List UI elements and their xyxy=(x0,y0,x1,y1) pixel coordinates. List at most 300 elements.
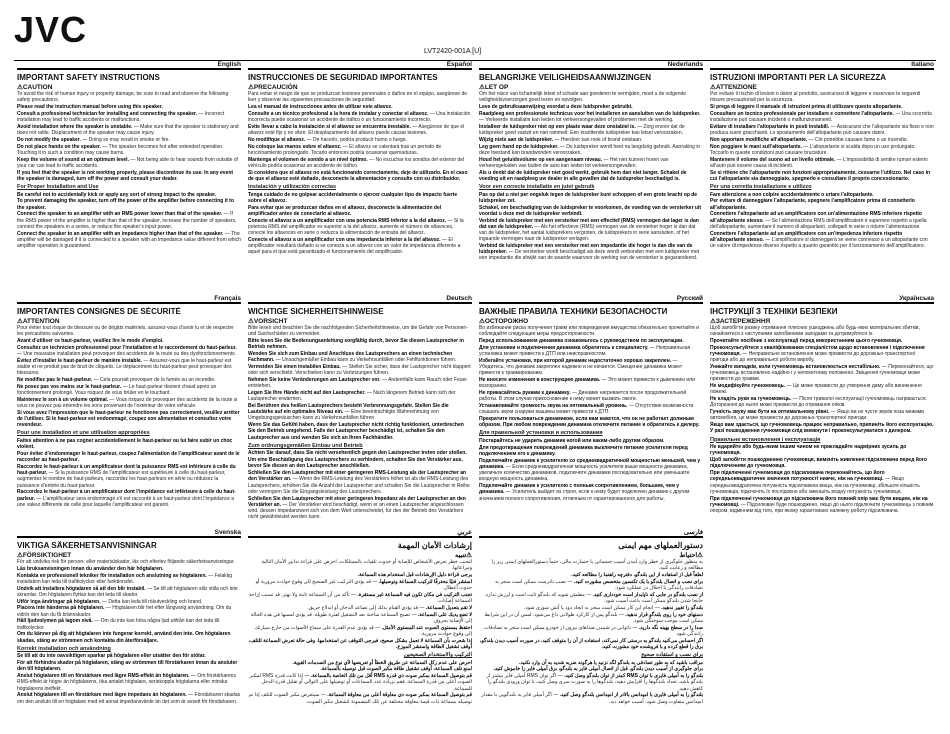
intro-text: Bitte lesen und beachten Sie die nachfolgenden Sicherheitshinweise, um die Gefahr von Personen- und Sachschäden zu vermeiden. xyxy=(248,325,468,338)
precaution-lead: Не вносите изменения в конструкцию динамика. xyxy=(479,377,601,383)
document-code: LVT2420-001A [U] xyxy=(424,48,482,55)
precaution-lead: При підключенні гучномовця до підсилювача його повний опір має бути вищим, ніж на гучномовці. xyxy=(710,495,928,508)
installation-item: Raccordez le haut-parleur à un amplificateur dont l’impédance est inférieure à celle du haut-parleur. — L’amplificateur sera endommagé s’il est raccordé à un haut-parleur dont l’impédance a une valeur différente de celle pour laquelle l’amplificateur est garanti. xyxy=(17,489,236,508)
precaution-lead: Raccordez le haut-parleur à un amplificateur dont la puissance RMS est inférieure à celle du haut-parleur. xyxy=(17,463,236,477)
precaution-lead: بلندگو را به آمپلی فایری با امپدانس بالاتر از امپدانس بلندگو وصل کنید. xyxy=(559,692,703,699)
precaution-lead: برای نصب و اتصال بلندگو با یک تکنسین متخصص مشورت کنید. xyxy=(573,578,703,585)
precaution-item xyxy=(248,422,472,441)
caution-heading: ⚠احتیاط xyxy=(679,552,703,559)
precaution-lead: Schließen Sie den Lautsprecher mit einer geringeren Impedanz als der Lautsprecher an den Verstärker an. xyxy=(248,495,466,508)
precaution-lead: احرص على عدم ركل السماعة عن طريق الخطأ أو تعريضها لأي نوع من الصدمات القوية. xyxy=(292,659,472,666)
precaution-lead: Не вдаряйте або будь-яким іншим чином не прикладайте надмірних зусиль до гучномовця. xyxy=(710,444,907,457)
subsection-title: برای نصب و استفاده صحیح xyxy=(641,652,703,658)
precaution-lead: Kontakta en professionell tekniker för installation och anslutning av högtalaren. xyxy=(17,572,207,579)
precaution-item xyxy=(17,104,241,110)
precaution-item: Non poggiare le mani sull’altoparlante. — L’altoparlante si scalda dopo un uso prolungato. Toccarlo in queste condizioni può causare bruciature. xyxy=(710,143,916,156)
installation-item: При підключенні гучномовця до підсилювача переконайтесь, що його середньоквадратичне значення потужності нижче, ніж на гучномовці. — Якщо середньоквадратична потужність підсилювача вища, ніж на гучномовці, збільште кількість гучномовців, підключіть їх послідовно або зменшіть вхідну потужність гучномовця. xyxy=(710,470,920,495)
precaution-lead: Non apportare modifiche all’altoparlante. xyxy=(710,136,808,143)
precaution-lead: Уникайте випадків, коли гучномовець встановлюється нестабільно. xyxy=(710,364,881,370)
language-label: Español xyxy=(248,61,472,70)
installation-item xyxy=(479,660,703,666)
precaution-item xyxy=(17,338,241,344)
section-body xyxy=(479,559,703,705)
column-3 xyxy=(476,61,706,727)
installation-item xyxy=(479,445,703,457)
language-label: Français xyxy=(17,295,241,304)
column-1 xyxy=(14,61,244,727)
section-body xyxy=(248,325,472,520)
precaution-lead: För att förhindra skador på högtalaren, stäng av strömmen till förstärkaren innan du ansluter den till högtalaren. xyxy=(17,660,238,673)
precaution-item: No coloque las manos sobre el altavoz. — El altavoz se calentará tras un periodo de funcionamiento prolongado. Tocarlo entonces podría ocasionar quemaduras. xyxy=(248,143,442,156)
precaution-lead: Be careful not to accidentally kick or apply any sort of strong impact to the speaker. xyxy=(17,191,217,198)
precaution-lead: Schakel, om beschadiging van de luidspreker te voorkomen, de voeding van de versterker uit voordat u deze met de luidspreker verbindt. xyxy=(479,204,702,217)
precaution-lead: Nehmen Sie keine Veränderungen am Lautsprecher vor. xyxy=(248,377,381,383)
precaution-item: Maintenez le son à un volume optimal. — Vous risquez de provoquer des accidents de la route si vous ne pouvez pas entendre les sons provenant de l’extérieur de votre véhicule. xyxy=(17,396,238,409)
section-title: إرشادات الأمان المهمة xyxy=(397,541,472,550)
precaution-item: احتفظ بمستوى الصوت عند المستوى الأمثل. — قد يؤدي عدم القدرة على سماع الأصوات من خارج سيارتك إلى وقوع حوادث مرورية. xyxy=(254,624,472,637)
precaution-lead: Якщо вам здається, що гучномовець працює неправильно, припиніть його експлуатацію. У разі пошкодження гучномовця слід вимкнути і проконсультуватися з дилером. xyxy=(710,422,934,435)
section-title: دستورالعملهای مهم ایمنی xyxy=(618,541,703,550)
precaution-lead: Läs bruksanvisningen innan du använder den här högtalaren. xyxy=(17,565,164,572)
precaution-lead: دستهای خود را روی بلندگو قرار ندهید. xyxy=(625,611,703,618)
precaution-item: دستهای خود را روی بلندگو قرار ندهید. — بلندگو پس از کارکرد طولانی داغ می‌شود. لمس آن در این شرایط ممکن است موجب سوختگی شود. xyxy=(484,611,703,624)
installation-item: Conecte el altavoz a un amplificador con una potencia RMS inferior a la del altavoz. — Si la potencia RMS del amplificador es superior a la del altavoz, aumente el número de altavoces, conecte los altavoces en serie o reduzca la alimentación de entrada del altavoz. xyxy=(248,217,464,236)
precaution-item: Evite llevar a cabo la instalación si el altavoz se encuentra inestable. — Asegúrese de que el altavoz esté fijo y no vibre. El desplazamiento del altavoz puede causar lesiones. xyxy=(248,123,465,136)
precaution-lead: Um eine Beschädigung des Lautsprechers zu verhindern, schalten Sie den Verstärker aus, bevor Sie diesen an den Lautsprecher anschließen. xyxy=(248,457,463,470)
precaution-item: Legen Sie Ihre Hände nicht auf den Lautsprecher. — Nach längerem Betrieb kann sich der Lautsprecher erwärmen. xyxy=(248,390,456,403)
intro-text: Во избежание риска получения травм или повреждения имущества обязательно прочитайте и соблюдайте следующие меры предосторожности. xyxy=(479,325,700,338)
precaution-lead: قم بتوصيل السماعة بمكبر صوت ذي معاوقة أعلى من معاوقة السماعة. xyxy=(327,692,472,699)
section-title: IMPORTANTES CONSIGNES DE SÉCURITÉ xyxy=(17,307,181,316)
subsection-title: Korrekt installation och användning xyxy=(17,645,111,652)
precaution-item xyxy=(710,338,934,344)
precaution-item: Consulte a un técnico profesional a la hora de instalar y conectar el altavoz. — Una instalación incorrecta puede ocasionar un accidente de tráfico o un funcionamiento incorrecto. xyxy=(248,110,471,123)
precaution-lead: Si considera que el altavoz no está funcionando correctamente, deje de utilizarlo. En el caso de que el altavoz esté dañado, desconecte la alimentación y consulte con su distribuidor. xyxy=(248,169,468,182)
precaution-item: Raadpleeg een professionele technicus voor het installeren en aansluiten van de luidspreker. — Verkeerde installatie kan leiden tot verkeersongevallen of problemen met de werking. xyxy=(479,110,701,123)
precaution-item: Keep the volume of sound at an optimum level. — Not being able to hear sounds from outside of your car can lead to traffic accidents. xyxy=(17,156,238,169)
installation-item xyxy=(710,198,934,210)
precaution-item: Mantenere il volume del suono ad un livello ottimale. — L’impossibilità di sentire rumori esterni all’auto può essere causa di incidenti. xyxy=(710,156,928,169)
precaution-item xyxy=(248,170,472,182)
section-nl xyxy=(476,61,706,295)
precaution-lead: Для предотвращения повреждений динамика выключите питание усилителя перед подключением его к динамику. xyxy=(479,444,688,457)
installation-item: Connettere l’altoparlante ad un amplificatore con un’impedenza inferiore rispetto all’altoparlante stesso. — L’amplificatore si danneggerà se viene connesso a un altoparlante con un valore di impedenza diverso rispetto a quanto garantito per il funzionamento dell’amplificatore. xyxy=(710,230,928,249)
precaution-lead: Avoid installation where the speaker is unstable. xyxy=(17,123,133,130)
column-4 xyxy=(707,61,937,727)
section-fr xyxy=(14,295,244,529)
precaution-lead: Tenga cuidado de no golpear accidentalmente o ejercer cualquier tipo de impacto fuerte sobre el altavoz. xyxy=(248,191,458,204)
precaution-lead: Прекратите пользоваться динамиком, если вам кажется, что он не работает должным образом. При любом повреждении динамика отключите питание и обратитесь к дилеру. xyxy=(479,416,700,429)
intro-text: Para evitar el riesgo de que se produzcan lesiones personales o daños en el equipo, asegúrese de leer y observar las siguientes precauciones de seguridad. xyxy=(248,91,468,104)
precaution-lead: No modifique el altavoz. xyxy=(248,136,306,143)
precaution-lead: Se till att du inte oavsiktligen sparkar på högtalaren eller utsätter den för stötar. xyxy=(17,653,206,660)
installation-item xyxy=(479,438,703,444)
precaution-lead: Si prega di leggere il manuale di istruzioni prima di utilizzare questo altoparlante. xyxy=(710,104,903,110)
precaution-item: Не кладіть руки на гучномовець. — Після тривалої експлуатації гучномовець нагрівається. Доторкання до нього може призвести до отримання опіків. xyxy=(710,396,927,409)
installation-item xyxy=(17,451,241,463)
intro-text: لتجنب خطر تعرض الأشخاص للإصابة أو حدوث تلفيات بالممتلكات، احرص على قراءة تدابير الأمان التالية ومراعاتها. xyxy=(261,559,472,572)
installation-item: При підключенні гучномовця до підсилювача його повний опір має бути вищим, ніж на гучномовці. — Підсилювач буде пошкоджено, якщо до нього підключити гучномовець з повним опором, відмінним від того, при якому гарантовано належну роботу підсилювача. xyxy=(710,495,934,514)
precaution-lead: Evitare di installare l’altoparlante in posti instabili. xyxy=(710,123,830,130)
language-label: Русский xyxy=(479,295,703,304)
precaution-lead: Please read the instruction manual before using this speaker. xyxy=(17,104,163,110)
precaution-lead: بلندگو را به آمپلی فایری با توان RMS کمتر از توان بلندگو وصل کنید. xyxy=(564,673,703,680)
installation-item xyxy=(479,192,703,204)
installation-item xyxy=(17,192,241,198)
precaution-item xyxy=(248,104,472,110)
installation-item: بلندگو را به آمپلی فایری با امپدانس بالاتر از امپدانس بلندگو وصل کنید. — اگر آمپلی فایر به بلندگویی با مقدار امپدانس متفاوت وصل شود، آسیب خواهد دید. xyxy=(481,692,703,705)
intro-text: Pour éviter tout risque de blessure ou de dégâts matériels, assurez-vous d’avoir lu et de respecter les précautions suivantes. xyxy=(17,325,234,338)
installation-item: Verbind de luidspreker met een versterker met een effectief (RMS) vermogen dat lager is dan dat van de luidspreker. — Als het effectieve (RMS) vermogen van de versterker hoger is dan dat van de luidspreker, het aantal luidsprekers vergroten, de luidsprekers in serie aansluiten, of het ingaande vermogen naar de luidspreker verlagen. xyxy=(479,217,699,243)
section-body xyxy=(710,325,934,514)
precaution-lead: Перед использованием динамика ознакомьтесь с руководством по эксплуатации. xyxy=(479,338,684,344)
precaution-lead: Houd het geluidsvolume op een aangenaam niveau. xyxy=(479,156,603,163)
caution-heading: ⚠ОСТОРОЖНО xyxy=(479,318,529,325)
section-title: VIKTIGA SÄKERHETSANVISNINGAR xyxy=(17,541,157,550)
precaution-lead: Bei Berühren des heißen Lautsprechers besteht Verbrennungsgefahr. Stellen Sie die Lautstärke auf ein optimales Niveau ein. xyxy=(248,403,449,416)
precaution-lead: Évitez d’installer le haut-parleur de manière instable. xyxy=(17,357,143,364)
precaution-item: Устанавливайте громкость звука на оптимальный уровень. — Отсутствие возможности слышать звуки снаружи машины может привести к ДТП. xyxy=(479,403,694,416)
precaution-lead: Consultez un technicien professionnel pour l’installation et le raccordement du haut-parleur. xyxy=(17,344,237,351)
precaution-item: Избегайте установки, при которой динамик недостаточно хорошо закреплен. — Убедитесь, что динамик закреплен надежно и не качается. Смещение динамика может привести к травмированию. xyxy=(479,357,683,377)
precaution-lead: برای جلوگیری از آسیب دیدن بلندگو، قبل از اتصال آمپلی فایر به بلندگو، برق آمپلی فایر را خاموش کنید. xyxy=(493,666,703,673)
precaution-lead: Consultare un tecnico professionale per installare e connettere l’altoparlante. xyxy=(710,110,894,117)
precaution-lead: При підключенні гучномовця до підсилювача переконайтесь, що його середньоквадратичне значення потужності нижче, ніж на гучномовці. xyxy=(710,470,885,483)
precaution-lead: Se si ritiene che l’altoparlante non funzioni appropriatamente, cessarne l’utilizzo. Nel caso in cui l’altoparlante sia danneggiato, spegnerlo e consultare il proprio concessionario. xyxy=(710,169,931,182)
precaution-lead: Do not place hands on the speaker. xyxy=(17,143,101,150)
precaution-item: برای نصب و اتصال بلندگو با یک تکنسین متخصص مشورت کنید. — نصب نادرست ممکن است منجر به تصادفات رانندگی یا اختلال در عملکرد شود. xyxy=(494,578,703,591)
caution-heading: ⚠LET OP xyxy=(479,84,509,91)
precaution-item: Undvik att installera högtalaren så att den blir instabil. — Se till att högtalaren står stilla och inte skramlar. Om högtalaren flyttas kan det leda till skador. xyxy=(17,585,238,598)
precaution-item: Utför inga ändringar på högtalaren. — Detta kan leda till rökutveckling och brand. xyxy=(17,598,203,605)
precaution-item: Leg geen hand op de luidspreker. — De luidspreker wordt heet na langdurig gebruik. Aanraking in deze toestand kan brandwonden veroorzaken. xyxy=(479,143,701,156)
precaution-lead: Si vous avez l’impression que le haut-parleur ne fonctionne pas correctement, veuillez arrêter de l’utiliser. Si le haut-parleur est endommagé, coupez son alimentation et consultez votre revendeur. xyxy=(17,409,240,429)
subsection-title: Voor een correcte installatie en juist gebruik xyxy=(479,184,595,190)
precaution-lead: مراقب باشید که به طور تصادفی به بلندگو لگد نزنید یا هرگونه ضربه شدید به آن وارد نکنید. xyxy=(519,659,703,666)
section-title: BELANGRIJKE VEILIGHEIDSAANWIJZINGEN xyxy=(479,73,652,82)
precaution-lead: Подключайте динамик к усилителю со среднеквадратичной мощностью меньшей, чем у динамика. xyxy=(479,457,701,470)
precaution-item xyxy=(710,104,934,110)
precaution-lead: Wenn Sie das Gefühl haben, dass der Lautsprecher nicht richtig funktioniert, unterbrechen Sie den Betrieb umgehend. Falls der Lautsprecher beschädigt ist, schalten Sie den Lautsprecher aus und wenden Sie sich an Ihren Fachhändler. xyxy=(248,422,464,441)
precaution-lead: Installeer de luidspreker niet op een plaats waar deze onstabiel is. xyxy=(479,123,636,130)
installation-item xyxy=(248,450,472,456)
precaution-lead: Connect the speaker to an amplifier with an impedance higher than that of the speaker. xyxy=(17,230,224,237)
precaution-lead: Ne posez pas vos mains sur le haut-parleur. xyxy=(17,383,122,390)
installation-item: Schließen Sie den Lautsprecher mit einer geringeren RMS-Leistung als der Lautsprecher an den Verstärker an. — Wenn die RMS-Leistung des Verstärkers höher ist als die RMS-Leistung des Lautsprechers, erhöhen Sie die Anzahl der Lautsprecher und schalten Sie die Lautsprecher in Reihe oder verringern Sie die Eingangsleistung des Lautsprechers. xyxy=(248,470,470,495)
section-it xyxy=(707,61,937,295)
language-label: Italiano xyxy=(710,61,934,70)
precaution-lead: Placera inte händerna på högtalaren. xyxy=(17,605,105,612)
precaution-lead: Verbind de luidspreker met een versterker met een effectief (RMS) vermogen dat lager is dan dat van de luidspreker. xyxy=(479,217,699,230)
precaution-lead: Щоб запобігти пошкодженню гучномовця, вимкніть живлення підсилювача перед його підключенням до гучномовця. xyxy=(710,457,927,470)
precaution-item: صدا را در سطح بهینه نگه دارید. — ناتوانی در شنیدن صداهای بیرون از خودرو ممکن است منجر به تصادفات رانندگی شود. xyxy=(484,624,703,637)
precaution-item: Не вносите изменения в конструкцию динамика. — Это может привести к дымлению или возгоранию. xyxy=(479,377,695,390)
installation-item: بلندگو را به آمپلی فایری با توان RMS کمتر از توان بلندگو وصل کنید. — اگر توان RMS آمپلی فایر بیشتر از بلندگو باشد، تعداد بلندگوها را افزایش دهید، بلندگوها را به صورت سری وصل کنید، یا توان ورودی بلندگو را کاهش دهید. xyxy=(486,673,703,692)
precaution-lead: Om du känner på dig att högtalaren inte fungerar korrekt, använd den inte. Om högtalaren skadas, stäng av strömmen och kontakta din återförsäljare. xyxy=(17,631,231,644)
precaution-item: Avoid installation where the speaker is unstable. — Make sure that the speaker is stationary and does not rattle. Displacement of the speaker may cause injury. xyxy=(17,123,239,136)
precaution-lead: Raccordez le haut-parleur à un amplificateur dont l’impédance est inférieure à celle du haut-parleur. xyxy=(17,489,236,502)
precaution-lead: If you feel that the speaker is not working properly, please discontinue its use. In any event the speaker is damaged, turn off the power and consult your dealer. xyxy=(17,169,234,182)
precaution-item: Не модифікуйте гучномовець. — Це може призвести до утворення диму або виникнення пожежі. xyxy=(710,383,922,396)
language-label: فارسی xyxy=(479,529,703,538)
precaution-lead: Undvik att installera högtalaren så att den blir instabil. xyxy=(17,585,146,592)
subsection-title: Для правильной установки и использования xyxy=(479,430,603,437)
precaution-item xyxy=(479,416,703,428)
precaution-lead: No coloque las manos sobre el altavoz. xyxy=(248,143,342,150)
precaution-lead: Evite llevar a cabo la instalación si el altavoz se encuentra inestable. xyxy=(248,123,411,130)
precaution-lead: Consult a professional technician for installing and connecting the speaker. xyxy=(17,110,198,117)
intro-text: Per evitare il rischio di lesioni o danni al prodotto, assicurarsi di leggere e osservare le seguenti misure precauzionali per la sicurezza. xyxy=(710,91,921,104)
precaution-item: Не прикасайтесь руками к динамику. — Динамик нагревается после продолжительной работы. В этом случае прикосновение к нему может вызвать ожоги. xyxy=(479,390,687,403)
precaution-lead: احتفظ بمستوى الصوت عند المستوى الأمثل. xyxy=(381,624,472,631)
precaution-lead: Utför inga ändringar på högtalaren. xyxy=(17,598,101,605)
precaution-item xyxy=(248,638,472,650)
section-empty xyxy=(707,529,937,727)
section-uk xyxy=(707,295,937,529)
precaution-lead: قم بتوصيل السماعة بمكبر صوت ذي قدرة RMS أقل من تلك الخاصة بالسماعة. xyxy=(310,673,472,680)
column-2 xyxy=(245,61,475,727)
section-body xyxy=(17,325,241,508)
precaution-lead: بلندگو را تغییر ندهید. xyxy=(661,604,703,611)
precaution-item: لا تضع يديك على السماعة. — تصبح السماعة ساخنة بعد التشغيل لفترة طويلة. قد يؤدي لمسها في هذه الحالة إلى الإصابة بحروق. xyxy=(250,611,472,624)
precaution-lead: Подключайте динамик к усилителю с полным сопротивлением, большим, чем у динамика. xyxy=(479,483,680,496)
installation-item: قم بتوصيل السماعة بمكبر صوت ذي قدرة RMS أقل من تلك الخاصة بالسماعة. — إذا كانت قدرة RMS لمكبر الصوت أعلى من قدرة السماعة، فقم بزيادة عدد السماعات أو توصيلها على التوالي أو تقليل قدرة الدخل للسماعة. xyxy=(249,673,472,692)
precaution-lead: Гучність звуку має бути на оптимальному рівні. xyxy=(710,409,830,416)
precaution-lead: Постарайтесь не ударить динамик ногой или каким-либо другим образом. xyxy=(479,437,665,444)
precaution-lead: Non poggiare le mani sull’altoparlante. xyxy=(710,143,802,150)
precaution-item: Mantenga el volumen de sonido a un nivel óptimo. — No escuchar los sonidos del exterior del vehículo podría ocasionar un accidente de tráfico. xyxy=(248,156,465,169)
language-label: Українська xyxy=(710,295,934,304)
precaution-lead: Pour éviter d’endommager le haut-parleur, coupez l’alimentation de l’amplificateur avant de le raccorder au haut-parleur. xyxy=(17,450,240,464)
section-en xyxy=(14,61,244,295)
precaution-item: Evitare di installare l’altoparlante in posti instabili. — Assicurarsi che l’altoparlante sia fisso e non produca suoni gracchianti. Lo spostamento dell’altoparlante può causare danni. xyxy=(710,123,934,136)
intro-text: به منظور جلوگیری از خطر وارد آمدن آسیب جسمانی یا خسارت مالی، حتماً دستورالعملهای ایمنی زیر را مطالعه و رعایت کنید. xyxy=(491,559,703,572)
precaution-lead: Leg geen hand op de luidspreker. xyxy=(479,143,559,150)
precaution-item: Ne modifiez pas le haut-parleur. — Cela pourrait provoquer de la fumée ou un incendie. xyxy=(17,377,216,383)
section-title: WICHTIGE SICHERHEITSHINWEISE xyxy=(248,307,384,316)
precaution-item: Nehmen Sie keine Veränderungen am Lautsprecher vor. — Andernfalls kann Rauch oder Feuer entstehen. xyxy=(248,377,468,390)
precaution-lead: Connettere l’altoparlante ad un amplificatore con un’impedenza inferiore rispetto all’altoparlante stesso. xyxy=(710,230,903,243)
section-de xyxy=(245,295,475,529)
intro-text: To avoid the risk of human injury or property damage, be sure to read and observe the following safety precautions. xyxy=(17,91,229,104)
precaution-lead: Schließen Sie den Lautsprecher mit einer geringeren RMS-Leistung als der Lautsprecher an den Verstärker an. xyxy=(248,470,467,483)
intro-text: Щоб запобігти ризику отримання тілесних ушкоджень або будь-яких матеріальних збитків, ознайомтеся з наступними запобіжними заходами та дотримуйтеся їх. xyxy=(710,325,920,338)
section-title: ВАЖНЫЕ ПРАВИЛА ТЕХНИКИ БЕЗОПАСНОСТИ xyxy=(479,307,668,316)
precaution-lead: اگر احساس می‌کنید بلندگو به درستی کار نمی‌کند، استفاده از آن را متوقف کنید. در صورت آسیب دیدن بلندگو، برق را قطع کرده و با فروشنده خود مشورت کنید. xyxy=(479,637,703,650)
installation-item xyxy=(710,457,934,469)
precaution-lead: Bitte lesen Sie die Bedienungsanleitung sorgfältig durch, bevor Sie diesen Lautsprecher in Betrieb nehmen. xyxy=(248,338,464,351)
installation-item: Anslut högtalaren till en förstärkare med lägre impedans än högtalaren. — Förstärkaren skadas om den ansluts till en högtalare med ett annat impedansvärde än det som är avsett för förstärkaren. xyxy=(17,692,241,705)
precaution-lead: Для установки и подключения динамика обратитесь к специалисту. xyxy=(479,344,649,351)
precaution-lead: Проконсультуйтеся з кваліфікованим спеціалістом щодо встановлення і підключення гучномовця. xyxy=(710,344,925,357)
installation-item xyxy=(479,205,703,217)
section-body xyxy=(17,91,241,249)
precaution-lead: To prevent damaging the speaker, turn off the power of the amplifier before connecting it to the speaker. xyxy=(17,198,234,211)
precaution-lead: Connect the speaker to an amplifier with an RMS power lower than that of the speaker. xyxy=(17,211,223,218)
caution-heading: ⚠VORSICHT xyxy=(248,318,288,325)
precaution-item: Houd het geluidsvolume op een aangenaam niveau. — Het niet kunnen horen van verkeersgeluiden van buiten de auto kan leiden tot verkeersongevallen. xyxy=(479,156,669,169)
installation-item xyxy=(479,666,703,672)
caution-heading: ⚠ATTENZIONE xyxy=(710,84,757,91)
installation-item: Anslut högtalaren till en förstärkare med lägre RMS-effekt än högtalaren. — Om förstärkarens RMS-effekt är högre än högtalarens, öka antalet högtalare, seriekoppla högtalarna eller minska högtalarens ineffekt. xyxy=(17,673,236,692)
precaution-lead: لطفاً قبل از استفاده از این بلندگو، دفترچه راهنما را مطالعه کنید. xyxy=(571,572,703,578)
precaution-lead: Wijzig niets aan de luidspreker. xyxy=(479,136,554,143)
precaution-item: Consultare un tecnico professionale per installare e connettere l’altoparlante. — Una scorretta installazione può causare incidenti o malfunzionamenti. xyxy=(710,110,932,123)
precaution-lead: لا تضع يديك على السماعة. xyxy=(417,611,472,618)
section-body xyxy=(479,91,703,262)
caution-heading: ⚠PRECAUCIÓN xyxy=(248,84,298,91)
language-label: عربي xyxy=(248,529,472,538)
precaution-item: Vermeiden Sie einen instabilen Einbau. — Stellen Sie sicher, dass der Lautsprecher nicht klappert oder sich verschiebt. Verschieben kann zu Verletzungen führen. xyxy=(248,364,471,377)
precaution-lead: Keep the volume of sound at an optimum level. xyxy=(17,156,129,163)
precaution-lead: Raadpleeg een professionele technicus voor het installeren en aansluiten van de luidspreker. xyxy=(479,110,701,117)
precaution-lead: Mantenere il volume del suono ad un livello ottimale. xyxy=(710,156,836,163)
section-title: ІНСТРУКЦІЇ З ТЕХНІКИ БЕЗПЕКИ xyxy=(710,307,838,316)
precaution-item xyxy=(17,631,241,643)
precaution-lead: Legen Sie Ihre Hände nicht auf den Lautsprecher. xyxy=(248,390,366,396)
precaution-item: Non apportare modifiche all’altoparlante. — Ciò potrebbe causare fumo o un incendio. xyxy=(710,136,908,143)
precaution-lead: Устанавливайте громкость звука на оптимальный уровень. xyxy=(479,403,628,409)
subsection-title: التركيب والاستخدام الصحيحين xyxy=(403,652,472,658)
precaution-lead: Ne modifiez pas le haut-parleur. xyxy=(17,377,93,383)
precaution-lead: Faites attention à ne pas cogner accidentellement le haut-parleur ou lui faire subir un choc violent. xyxy=(17,437,233,451)
precaution-item: Гучність звуку має бути на оптимальному рівні. — Якщо ви не чуєте звуків поза межами автомобіля, це може призвести до дорожньо-транспортної пригоди. xyxy=(710,409,924,422)
precaution-lead: Прочитайте посібник з експлуатації перед використанням цього гучномовця. xyxy=(710,338,903,344)
precaution-item: استشر فنيًا محترفًا لتركيب السماعة وتوصيلها. — قد يؤدي التركيب غير الصحيح إلى وقوع حوادث مرورية أو حدوث أعطال. xyxy=(255,578,472,591)
precaution-lead: از نصب بلندگو در جایی که ناپایدار است خودداری کنید. xyxy=(592,591,703,598)
precaution-lead: لا تقم بتعديل السماعة. xyxy=(425,604,472,611)
precaution-item: تجنب التركيب في مكان تكون فيه السماعة غير مستقرة. — تأكد من أن السماعة ثابتة ولا تهتز. قد تسبب إزاحة السماعة إصابات. xyxy=(248,591,472,604)
precaution-item: Kontakta en professionell tekniker för installation och anslutning av högtalaren. — Felaktig installation kan leda till trafikolyckor eller funktionsfel. xyxy=(17,572,233,585)
installation-item xyxy=(248,666,472,672)
precaution-lead: إذا شعرت بأن السماعة لا تعمل بشكل صحيح، فيرجى التوقف عن استخدامها. وفي حالة تعرض السماعة للتلف، أوقف تشغيل الطاقة واستشر الموزع. xyxy=(248,637,472,650)
caution-heading: ⚠تنبيه xyxy=(454,552,472,559)
precaution-item: Wenden Sie sich zum Einbau und Anschluss des Lautsprechers an einen technischen Fachmann. — Unsachgemäßer Einbau kann zu Verkehrsunfällen oder Fehlfunktionen führen. xyxy=(248,351,457,364)
precaution-item: Ne posez pas vos mains sur le haut-parleur. — Le haut-parleur devient chaud après un fonctionnement prolongé. Vous risquez de vous brûler en le touchant. xyxy=(17,383,217,396)
precaution-lead: Vermeiden Sie einen instabilen Einbau. xyxy=(248,364,341,370)
precaution-item xyxy=(17,410,241,429)
installation-item: Подключайте динамик к усилителю с полным сопротивлением, большим, чем у динамика. — Усилитель выйдет из строя, если к нему будет подключен динамик с другим значением полного сопротивления, отличным от гарантированного для работы. xyxy=(479,483,690,502)
section-title: ISTRUZIONI IMPORTANTI PER LA SICUREZZA xyxy=(710,73,886,82)
precaution-lead: Avant d’utiliser ce haut-parleur, veuillez lire le mode d’emploi. xyxy=(17,338,164,344)
safety-grid xyxy=(14,60,936,726)
installation-item xyxy=(248,457,472,469)
installation-item xyxy=(710,444,934,456)
precaution-item: Håll ljudvolymen på lagom nivå. — Om du inte kan höra några ljud utifrån kan det leda till trafikolyckor. xyxy=(17,618,220,631)
language-label: Nederlands xyxy=(479,61,703,70)
precaution-lead: Conecte el altavoz a un amplificador con una potencia RMS inferior a la del altavoz. xyxy=(248,217,447,224)
section-title: IMPORTANT SAFETY INSTRUCTIONS xyxy=(17,73,160,82)
section-body xyxy=(17,559,241,705)
installation-item xyxy=(248,660,472,666)
precaution-lead: Не кладіть руки на гучномовець. xyxy=(710,396,792,403)
precaution-lead: Anslut högtalaren till en förstärkare med lägre RMS-effekt än högtalaren. xyxy=(17,673,190,680)
precaution-item: از نصب بلندگو در جایی که ناپایدار است خودداری کنید. — مطمئن شوید که بلندگو ثابت است و لرزش ندارد. جابجا شدن بلندگو ممکن است باعث آسیب شود. xyxy=(484,591,703,604)
installation-item xyxy=(17,660,241,672)
precaution-lead: Para evitar que se produzcan daños en el altavoz, desconecte la alimentación del amplificador antes de conectarlo al altavoz. xyxy=(248,204,442,217)
precaution-lead: Conecte el altavoz a un amplificador con una impedancia inferior a la del altavoz. xyxy=(248,236,441,243)
precaution-lead: Mantenga el volumen de sonido a un nivel óptimo. xyxy=(248,156,368,163)
precaution-item: Проконсультуйтеся з кваліфікованим спеціалістом щодо встановлення і підключення гучномовця. — Неправильне встановлення може призвести до дорожньо-транспортної пригоди або до неправильної роботи виробу. xyxy=(710,344,925,364)
precaution-lead: Не модифікуйте гучномовець. xyxy=(710,383,786,390)
intro-text: Om het risico van lichamelijk letsel of schade aan goederen te vermijden, moet u de volgende veiligheidsvoorzorgen goed lezen en opvolgen. xyxy=(479,91,687,104)
subsection-title: For Proper Installation and Use xyxy=(17,184,99,190)
precaution-item xyxy=(479,638,703,650)
precaution-item xyxy=(248,572,472,578)
subsection-title: Per una corretta installazione e utilizzo xyxy=(710,184,812,190)
installation-item: Connect the speaker to an amplifier with an RMS power lower than that of the speaker. — If the RMS power of the amplifier is higher than that of the speaker, increase the number of speakers, connect the speakers in a series, or reduce the speaker’s input power. xyxy=(17,211,237,230)
precaution-lead: Consulte a un técnico profesional a la hora de instalar y conectar el altavoz. xyxy=(248,110,429,117)
precaution-item xyxy=(479,572,703,578)
precaution-lead: Do not modify the speaker. xyxy=(17,136,81,143)
installation-item: Connect the speaker to an amplifier with an impedance higher than that of the speaker. — The amplifier will be damaged if it is connected to a speaker with an impedance value different from which amplifier operation is guaranteed. xyxy=(17,230,241,249)
section-sv xyxy=(14,529,244,727)
precaution-lead: Lees de gebruiksaanwijzing voordat u deze luidspreker gebruikt. xyxy=(479,104,633,110)
installation-item: Conecte el altavoz a un amplificador con una impedancia inferior a la del altavoz. — El amplificador resultará dañado si se conecta a un altavoz con un valor de impedancia diferente a aquel para el que está garantizado el funcionamiento del amplificador. xyxy=(248,236,461,256)
subsection-title: Zum ordnungsgemäßen Einbau und Betrieb xyxy=(248,442,363,449)
precaution-lead: Lea el manual de instrucciones antes de utilizar este altavoz. xyxy=(248,104,393,110)
precaution-item xyxy=(248,338,472,350)
installation-item xyxy=(17,198,241,210)
precaution-lead: صدا را در سطح بهینه نگه دارید. xyxy=(638,624,703,631)
precaution-item: Installeer de luidspreker niet op een plaats waar deze onstabiel is. — Zorg ervoor dat de luidspreker goed vastzit en niet rammelt. Een loszittende luidspreker kan letsel veroorzaken. xyxy=(479,123,685,136)
precaution-lead: Achten Sie darauf, dass Sie nicht versehentlich gegen den Lautsprecher treten oder stoßen. xyxy=(248,450,467,457)
precaution-item: Consult a professional technician for installing and connecting the speaker. — Incorrect installation may lead to traffic accidents or malfunctions. xyxy=(17,110,225,123)
section-body xyxy=(248,559,472,705)
installation-item xyxy=(248,192,472,204)
precaution-lead: Pas op dat u niet per ongeluk tegen de luidspreker kunt schoppen of een grote kracht op de luidspreker zet. xyxy=(479,191,698,204)
caution-heading: ⚠ATTENTION xyxy=(17,318,60,325)
language-label: Deutsch xyxy=(248,295,472,304)
section-body xyxy=(248,91,472,255)
section-body xyxy=(479,325,703,502)
installation-item: Connettere l’altoparlante ad un amplificatore con un’alimentazione RMS inferiore rispetto all’altoparlante stesso. — Se l’alimentazione RMS dell’amplificatore è superiore rispetto a quella dell’altoparlante, aumentare il numero di altoparlanti, collegarli in serie o ridurre l’alimentazione. xyxy=(710,211,927,230)
section-title: INSTRUCCIONES DE SEGURIDAD IMPORTANTES xyxy=(248,73,438,82)
precaution-lead: Maintenez le son à un volume optimal. xyxy=(17,396,109,403)
precaution-lead: لمنع تلف السماعة، أوقف تشغيل طاقة مكبر الصوت قبل توصيله بالسماعة. xyxy=(320,666,472,673)
caution-heading: ⚠FÖRSIKTIGHET xyxy=(17,552,72,559)
precaution-item: Bei Berühren des heißen Lautsprechers besteht Verbrennungsgefahr. Stellen Sie die Lautstärke auf ein optimales Niveau ein. — Eine beeinträchtigte Wahrnehmung von Umgebungsgeräuschen kann zu Verkehrsunfällen führen. xyxy=(248,403,449,422)
subsection-title: Instalación y utilización correctas xyxy=(248,184,337,190)
installation-item xyxy=(248,205,472,217)
precaution-lead: استشر فنيًا محترفًا لتركيب السماعة وتوصيلها. xyxy=(378,578,472,585)
intro-text: För att undvika risk för person- eller materialskador, läs och efterlev följande säkerhetsanvisningar. xyxy=(17,559,235,565)
caution-heading: ⚠ЗАСТЕРЕЖЕННЯ xyxy=(710,318,771,325)
precaution-item: Wijzig niets aan de luidspreker. — Hierdoor kan rook of brand ontstaan. xyxy=(479,136,643,143)
precaution-item: Уникайте випадків, коли гучномовець встановлюється нестабільно. — Переконайтеся, що гучномовець встановлено надійно і у непохитному положенні. Зміщення гучномовця може призвести до травми. xyxy=(710,364,934,383)
precaution-lead: Håll ljudvolymen på lagom nivå. xyxy=(17,618,93,625)
precaution-item xyxy=(479,104,703,110)
precaution-item xyxy=(17,566,241,572)
precaution-lead: Wenden Sie sich zum Einbau und Anschluss des Lautsprechers an einen technischen Fachmann. xyxy=(248,351,453,364)
precaution-lead: Verbind de luidspreker met een versterker met een impedantie die hoger is dan die van de luidspreker. xyxy=(479,242,693,256)
precaution-item: Do not modify the speaker. — Doing so may result in smoke or fire. xyxy=(17,136,170,143)
precaution-lead: Connettere l’altoparlante ad un amplificatore con un’alimentazione RMS inferiore rispetto all’altoparlante stesso. xyxy=(710,211,922,224)
precaution-lead: Anslut högtalaren till en förstärkare med lägre impedans än högtalaren. xyxy=(17,692,187,699)
installation-item: Raccordez le haut-parleur à un amplificateur dont la puissance RMS est inférieure à celle du haut-parleur. — Si la puissance RMS de l’amplificateur est supérieure à celle du haut-parleur, augmentez le nombre de haut-parleurs, raccordez les haut-parleurs en série ou réduisez la puissance d’entrée du haut-parleur. xyxy=(17,463,236,489)
precaution-item: Évitez d’installer le haut-parleur de manière instable. — Assurez-vous que le haut-parleur est stable et ne produit pas de bruit de cliquetis. Le déplacement du haut-parleur peut provoquer des blessures. xyxy=(17,357,232,377)
jvc-logo: JVC xyxy=(14,9,88,50)
subsection-title: Правильне встановлення і експлуатація xyxy=(710,436,821,443)
precaution-item xyxy=(710,422,934,434)
installation-item: Подключайте динамик к усилителю со среднеквадратичной мощностью меньшей, чем у динамика. — Если среднеквадратичная мощность усилителя выше мощности динамика, увеличьте количество динамиков, подключите динамики последовательно или уменьшите входную мощность динамика. xyxy=(479,457,701,483)
precaution-item xyxy=(710,170,934,182)
precaution-item: لا تقم بتعديل السماعة. — قد يؤدي القيام بذلك إلى تصاعد الدخان أو اندلاع حريق. xyxy=(307,604,472,611)
precaution-lead: Als u denkt dat de luidspreker niet goed werkt, gebruik hem dan niet langer. Schakel de voeding uit en raadpleeg uw dealer in alle gevallen dat de luidspreker beschadigd is. xyxy=(479,169,687,182)
precaution-item: Do not place hands on the speaker. — The speaker becomes hot after extended operation. Touching it in such a condition may cause burns. xyxy=(17,143,224,156)
installation-item: Schließen Sie den Lautsprecher mit einer geringeren Impedanz als der Lautsprecher an den Verstärker an. — Der Verstärker wird beschädigt, wenn er an einen Lautsprecher angeschlossen wird, dessen Impedanzwert sich von dem Wert unterscheidet, für den der Betrieb des Verstärkers nicht gewährleistet werden kann. xyxy=(248,495,466,521)
precaution-item: بلندگو را تغییر ندهید. — انجام این کار ممکن است منجر به ایجاد دود یا آتش سوزی شود. xyxy=(524,604,703,611)
